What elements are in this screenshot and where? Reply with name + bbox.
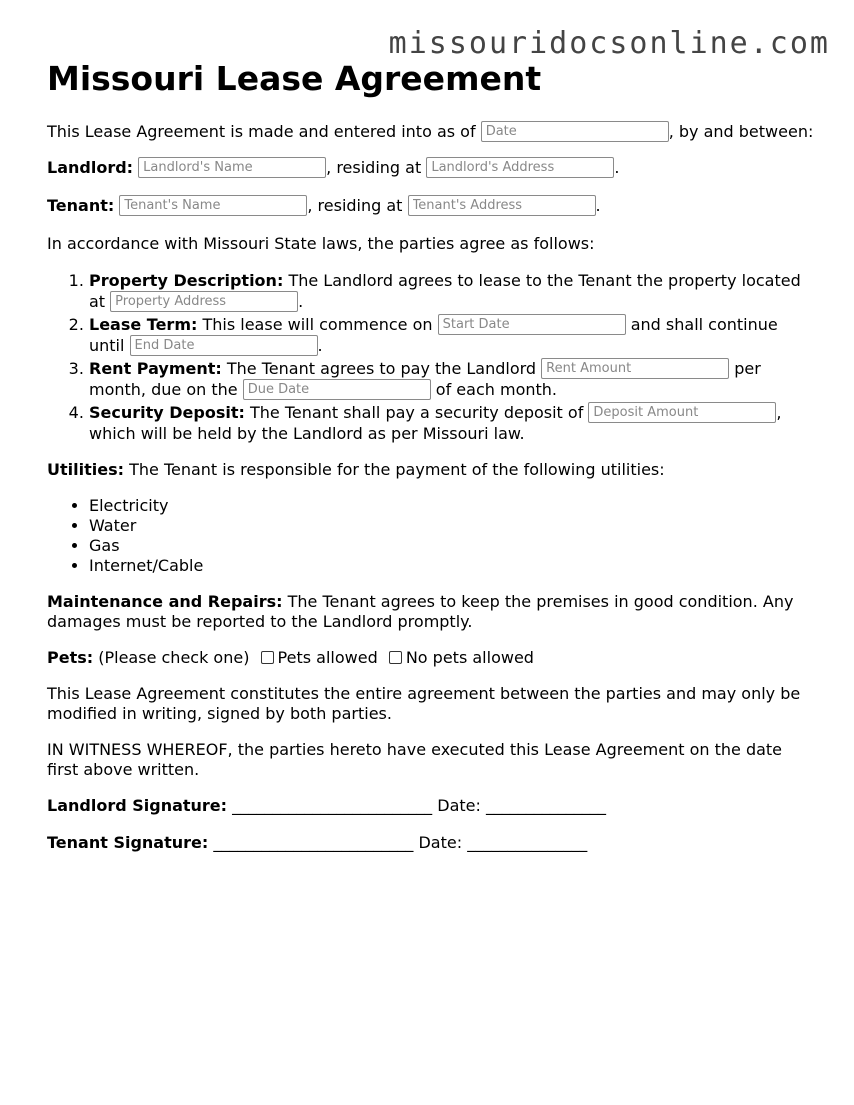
property-label: Property Description: — [89, 271, 284, 290]
tenant-signature-row — [47, 833, 817, 853]
utilities-text: The Tenant is responsible for the payment of the following utilities: — [129, 460, 665, 479]
rent-label: Rent Payment: — [89, 359, 222, 378]
utility-item: • Gas — [89, 536, 817, 556]
utility-item: • Internet/Cable — [89, 556, 817, 576]
maintenance-paragraph — [47, 592, 817, 632]
tenant-label: Tenant: — [47, 196, 115, 215]
utilities-label: Utilities: — [47, 460, 124, 479]
landlord-line — [47, 158, 817, 178]
watermark: missouridocsonline.com — [388, 26, 830, 61]
landlord-address-field[interactable] — [426, 157, 614, 178]
tenant-signature-line[interactable]: _________________________ — [213, 833, 414, 852]
pets-allowed-label: Pets allowed — [277, 648, 378, 667]
intro-paragraph — [47, 122, 817, 142]
utilities-paragraph — [47, 460, 817, 480]
lease-term-middle: and shall continue until — [89, 315, 778, 355]
tenant-name-field[interactable] — [119, 195, 307, 216]
pets-paragraph — [47, 648, 817, 668]
deposit-text: The Tenant shall pay a security deposit of — [250, 403, 584, 422]
maintenance-label: Maintenance and Repairs: — [47, 592, 283, 611]
lease-term-text: This lease will commence on — [202, 315, 433, 334]
tenant-date-line[interactable]: _______________ — [467, 833, 588, 852]
term-rent — [89, 358, 817, 400]
utility-item: • Water — [89, 516, 817, 536]
landlord-name-field[interactable] — [138, 157, 326, 178]
pets-instruction: (Please check one) — [98, 648, 250, 667]
lease-document — [47, 58, 817, 870]
term-lease — [89, 314, 817, 356]
property-end: . — [298, 292, 304, 311]
landlord-residing-text: , residing at — [326, 158, 422, 177]
terms-list — [47, 270, 817, 444]
start-date-field[interactable] — [438, 314, 626, 335]
page-title: Missouri Lease Agreement — [47, 59, 542, 98]
pets-label: Pets: — [47, 648, 94, 667]
landlord-signature-line[interactable]: _________________________ — [232, 796, 433, 815]
landlord-signature-row — [47, 796, 817, 816]
entire-agreement-text: This Lease Agreement constitutes the entire agreement between the parties and may only be modified in writing, signed by both parties. — [47, 684, 801, 723]
rent-text: The Tenant agrees to pay the Landlord — [226, 359, 537, 378]
tenant-date-label: Date: — [418, 833, 463, 852]
tenant-end: . — [595, 196, 601, 215]
lease-term-label: Lease Term: — [89, 315, 198, 334]
intro-text-after: , by and between: — [668, 122, 814, 141]
date-field[interactable] — [481, 121, 669, 142]
lease-term-end: . — [317, 336, 323, 355]
intro-text: This Lease Agreement is made and entered into as of — [47, 122, 476, 141]
rent-amount-field[interactable] — [541, 358, 729, 379]
rent-middle: per month, due on the — [89, 359, 761, 399]
deposit-amount-field[interactable] — [588, 402, 776, 423]
deposit-label: Security Deposit: — [89, 403, 245, 422]
tenant-line — [47, 196, 817, 216]
pets-allowed-checkbox[interactable] — [261, 651, 274, 664]
utility-item: • Electricity — [89, 496, 817, 516]
property-address-field[interactable] — [110, 291, 298, 312]
due-date-field[interactable] — [243, 379, 431, 400]
term-property — [89, 270, 817, 312]
tenant-residing-text: , residing at — [307, 196, 403, 215]
deposit-end: , which will be held by the Landlord as per Missouri law. — [89, 403, 782, 443]
landlord-date-line[interactable]: _______________ — [485, 796, 606, 815]
witness-text: IN WITNESS WHEREOF, the parties hereto have executed this Lease Agreement on the date first above written. — [47, 740, 783, 779]
property-text: The Landlord agrees to lease to the Tenant the property located at — [89, 271, 801, 311]
landlord-date-label: Date: — [437, 796, 481, 815]
tenant-signature-label: Tenant Signature: — [47, 833, 209, 852]
term-deposit — [89, 402, 817, 444]
tenant-address-field[interactable] — [408, 195, 596, 216]
landlord-end: . — [614, 158, 620, 177]
utilities-list — [47, 496, 817, 576]
rent-end: of each month. — [435, 380, 557, 399]
no-pets-checkbox[interactable] — [389, 651, 402, 664]
maintenance-text: The Tenant agrees to keep the premises in good condition. Any damages must be reported to the Landlord promptly. — [47, 592, 794, 631]
end-date-field[interactable] — [130, 335, 318, 356]
landlord-signature-label: Landlord Signature: — [47, 796, 228, 815]
accordance-text: In accordance with Missouri State laws, the parties agree as follows: — [47, 234, 595, 253]
landlord-label: Landlord: — [47, 158, 134, 177]
no-pets-label: No pets allowed — [405, 648, 534, 667]
